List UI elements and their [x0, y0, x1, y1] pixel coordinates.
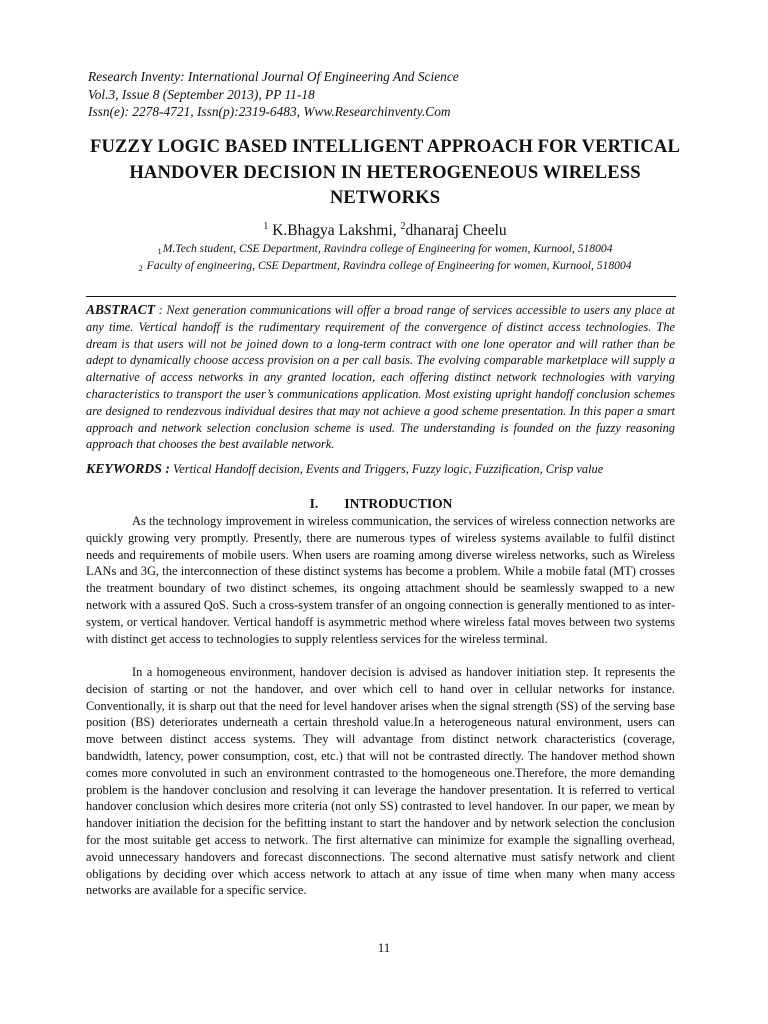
abstract: [86, 302, 675, 453]
journal-volume: Vol.3, Issue 8 (September 2013), PP 11-18: [88, 86, 315, 102]
journal-header: [88, 68, 459, 121]
abstract-label: ABSTRACT: [86, 302, 156, 317]
paragraph: As the technology improvement in wireless communication, the services of wireless connection networks are quickly growing very promptly. Presently, there are numerous types of wireless systems available to fulfil distinct needs and requirements of mobile users. When users are roaming among diverse wireless networks, such as Wireless LANs and 3G, the interconnection of these distinct systems has become a problem. While a mobile fatal (MT) crosses the treatment boundary of two distinct schemes, its ongoing attachment should be seamlessly swapped to a new network with a assured QoS. Such a cross-system transfer of an ongoing connection is generally mentioned to as inter-system, or vertical handover. Vertical handoff is asymmetric method where wireless fatal moves between two systems with distinct get access to technologies to supply relentless services for the wireless terminal.: [86, 514, 675, 646]
section-heading: [86, 496, 676, 512]
keywords-label: KEYWORDS :: [86, 461, 170, 476]
journal-name: Research Inventy: International Journal Of Engineering And Science: [88, 69, 459, 84]
paragraph: In a homogeneous environment, handover decision is advised as handover initiation step. It represents the decision of starting or not the handover, and over which cell to hand over in cellular networks for instance. Conventionally, it is sharp out that the need for level handover arises when the signal strength (SS) of the serving base position (BS) deteriorates underneath a certain threshold value.In a heterogeneous natural environment, users can move between distinct access systems. They will advantage from distinct network characteristics (coverage, bandwidth, latency, power consumption, cost, etc.) that will not be contrasted directly. The handover method shown comes more convoluted in such an environment contrasted to the homogeneous one.Therefore, the more demanding problem is the handover conclusion and resolving it can leverage the handover presentation. It is referred to vertical handover conclusion which desires more criteria (not only SS) contrasted to level handover. In our paper, we mean by handover initiation the decision for the befitting instant to start the handover and by network selection the conclusion for the most suitable get access to network. The first alternative can minimize for example the signalling overhead, avoid unnecessary handovers and forecast disconnections. The second alternative must satisfy network and client obligations by deciding over which access network to attach at any issue of time when many when many access networks are available for a specific service.: [86, 665, 675, 898]
section-number: I.: [309, 496, 319, 511]
affiliation-1: [80, 242, 690, 256]
journal-issn: Issn(e): 2278-4721, Issn(p):2319-6483, Www.Researchinventy.Com: [88, 104, 451, 119]
affiliation-2: [80, 259, 690, 273]
abstract-text: : Next generation communications will offer a broad range of services accessible to users any place at any time. Vertical handoff is the rudimentary requirement of the convergence of distinct access technologies. The dream is that users will not be joined down to a long-term contract with one lone operator and will rather than be adept to dynamically choose access provision on a per call basis. The evolving comparable marketplace will supply a alternative of access networks in any granted location, each offering distinct network technologies with varying characteristics to transport the user’s communications application. Most existing upright handoff conclusion schemes are designed to rendezvous individual desires that may not achieve a good scheme presentation. In this paper a smart approach and network selection conclusion scheme is used. The understanding is founded on the fuzzy reasoning approach that chooses the best available network.: [86, 303, 675, 452]
page-number: 11: [377, 940, 391, 955]
affiliation-2-text: Faculty of engineering, CSE Department, Ravindra college of Engineering for women, Kurnool, 518004: [146, 259, 632, 272]
author-1-index: 1: [263, 221, 269, 232]
keywords: [86, 461, 686, 477]
affiliation-1-index: 1: [157, 246, 162, 256]
authors: [80, 221, 690, 240]
affiliation-1-text: M.Tech student, CSE Department, Ravindra college of Engineering for women, Kurnool, 518004: [162, 242, 613, 255]
affiliation-2-index: 2: [138, 263, 143, 273]
author-1-name: K.Bhagya Lakshmi,: [268, 222, 401, 239]
keywords-text: Vertical Handoff decision, Events and Triggers, Fuzzy logic, Fuzzification, Crisp value: [169, 462, 604, 476]
author-2-index: 2: [400, 221, 406, 232]
section-title: INTRODUCTION: [344, 496, 453, 511]
author-2-name: dhanaraj Cheelu: [405, 222, 507, 239]
paper-title: FUZZY LOGIC BASED INTELLIGENT APPROACH FOR VERTICAL HANDOVER DECISION IN HETEROGENEOUS WIRELESS NETWORKS: [90, 136, 680, 208]
section-divider: [86, 296, 676, 297]
